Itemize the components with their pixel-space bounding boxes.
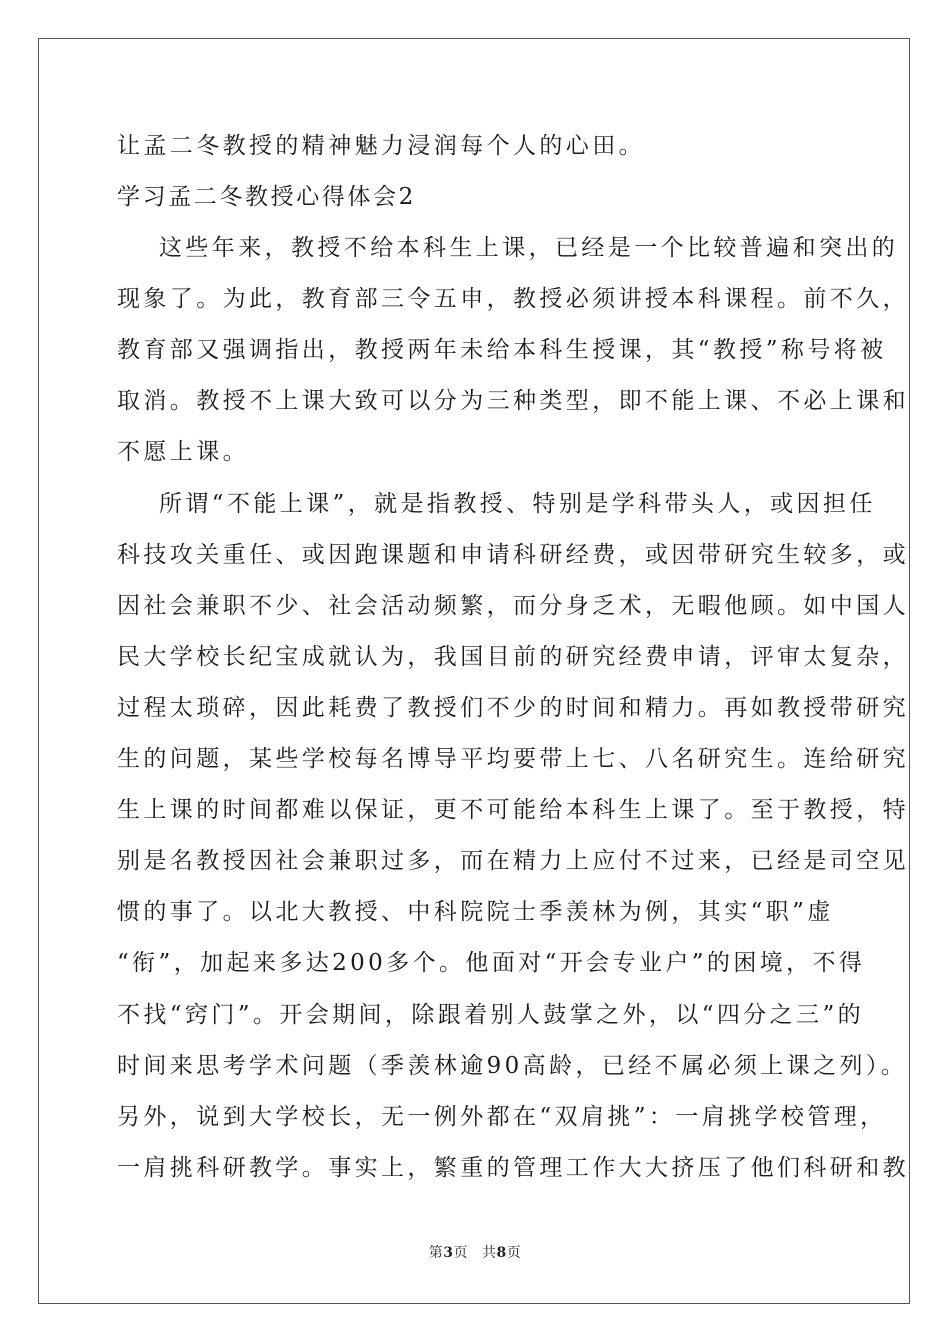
- text-line: 另外，说到大学校长，无一例外都在“双肩挑”：一肩挑学校管理，: [117, 1103, 887, 1130]
- text-line: 因社会兼职不少、社会活动频繁，而分身乏术，无暇他顾。如中国人: [117, 592, 909, 619]
- text-line: 现象了。为此，教育部三令五申，教授必须讲授本科课程。前不久，: [117, 286, 909, 313]
- text-line: 让孟二冬教授的精神魅力浸润每个人的心田。: [117, 133, 645, 159]
- text-line: 别是名教授因社会兼职过多，而在精力上应付不过来，已经是司空见: [117, 848, 909, 875]
- paragraph-start-line: 这些年来，教授不给本科生上课，已经是一个比较普遍和突出的: [159, 235, 899, 262]
- text-line: 惯的事了。以北大教授、中科院院士季羡林为例，其实“职”虚: [117, 899, 834, 926]
- text-line: 生上课的时间都难以保证，更不可能给本科生上课了。至于教授，特: [117, 797, 909, 824]
- text-line: 时间来思考学术问题（季羡林逾90高龄，已经不属必须上课之列）。: [117, 1052, 908, 1079]
- text-line: 民大学校长纪宝成就认为，我国目前的研究经费申请，评审太复杂，: [117, 643, 909, 670]
- footer-page-unit: 页: [453, 1245, 468, 1261]
- page-footer: [0, 1242, 950, 1262]
- text-line: 教育部又强调指出，教授两年未给本科生授课，其“教授”称号将被: [117, 337, 887, 364]
- total-pages-number: 8: [496, 1245, 507, 1261]
- paragraph-start-line: 所谓“不能上课”，就是指教授、特别是学科带头人，或因担任: [159, 490, 876, 517]
- footer-total-unit: 页: [506, 1245, 522, 1261]
- text-line: 一肩挑科研教学。事实上，繁重的管理工作大大挤压了他们科研和教: [117, 1154, 909, 1181]
- section-heading: 学习孟二冬教授心得体会2: [117, 184, 416, 210]
- text-line: 科技攻关重任、或因跑课题和申请科研经费，或因带研究生较多，或: [117, 541, 909, 568]
- document-body: [117, 128, 909, 1201]
- current-page-number: 3: [443, 1245, 454, 1261]
- footer-total-prefix: 共: [482, 1245, 497, 1261]
- text-line: “衔”，加起来多达200多个。他面对“开会专业户”的困境，不得: [117, 950, 866, 977]
- text-line: 不愿上课。: [117, 439, 249, 466]
- text-line: 不找“窍门”。开会期间，除跟着别人鼓掌之外，以“四分之三”的: [117, 1001, 865, 1028]
- footer-prefix: 第: [428, 1245, 444, 1261]
- text-line: 过程太琐碎，因此耗费了教授们不少的时间和精力。再如教授带研究: [117, 694, 909, 721]
- text-line: 取消。教授不上课大致可以分为三种类型，即不能上课、不必上课和: [117, 388, 909, 415]
- text-line: 生的问题，某些学校每名博导平均要带上七、八名研究生。连给研究: [117, 746, 909, 773]
